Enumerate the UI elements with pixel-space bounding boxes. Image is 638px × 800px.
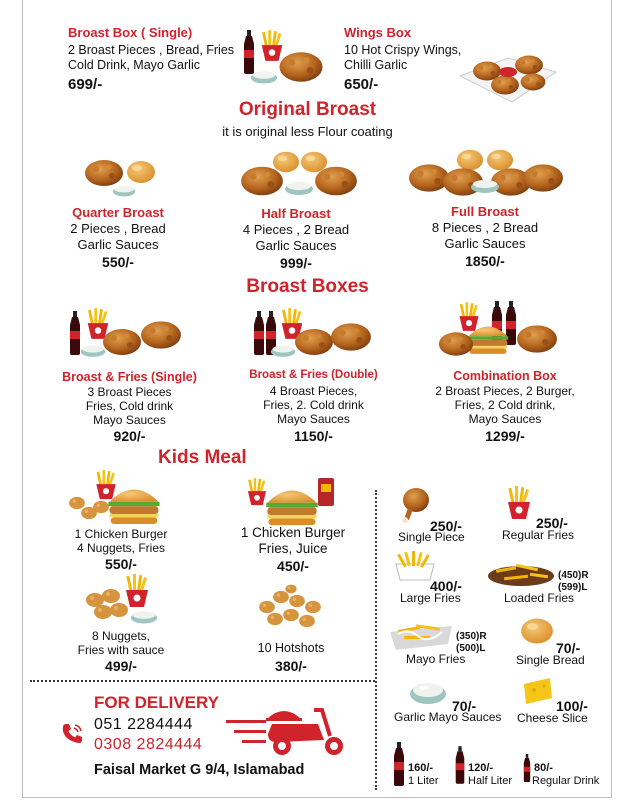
wings-box-price: 650/- [344, 76, 379, 93]
half-broast-title: Half Broast [261, 206, 331, 221]
broast-fries-single-line3: Mayo Sauces [93, 413, 166, 427]
single-piece-image [400, 486, 430, 524]
half-broast-image [238, 150, 360, 200]
drink-regular-price: 80/- [534, 762, 553, 774]
quarter-broast-line2: Garlic Sauces [77, 237, 159, 252]
kids-meal-2-line2: Fries, Juice [258, 541, 328, 556]
wings-image [458, 36, 558, 104]
large-fries-price: 400/- [430, 578, 462, 594]
original-broast-subheading: it is original less Flour coating [222, 124, 393, 139]
kids-meal-2-line1: 1 Chicken Burger [240, 525, 346, 540]
broast-fries-double-line2: Fries, 2. Cold drink [263, 398, 364, 412]
wings-box-title: Wings Box [344, 25, 412, 40]
broast-fries-double-line3: Mayo Sauces [277, 412, 350, 426]
drink-1-liter-label: 1 Liter [408, 775, 439, 787]
large-fries-label: Large Fries [400, 591, 461, 605]
broast-fries-single-title: Broast & Fries (Single) [62, 370, 197, 384]
cheese-slice-label: Cheese Slice [517, 711, 588, 725]
delivery-address: Faisal Market G 9/4, Islamabad [94, 762, 305, 778]
combination-box-title: Combination Box [453, 369, 557, 383]
cheese-slice-price: 100/- [556, 698, 588, 714]
garlic-mayo-label: Garlic Mayo Sauces [394, 710, 502, 724]
full-broast-price: 1850/- [465, 253, 505, 269]
kids-meal-3-line2: Fries with sauce [77, 643, 165, 657]
single-bread-label: Single Bread [516, 653, 585, 667]
half-broast-line1: 4 Pieces , 2 Bread [242, 222, 350, 237]
broast-fries-double-image [250, 306, 374, 362]
broast-fries-single-price: 920/- [113, 428, 146, 444]
hotshots-line1: 10 Hotshots [257, 641, 325, 655]
full-broast-title: Full Broast [451, 204, 519, 219]
wings-box-line2: Chilli Garlic [344, 58, 408, 72]
regular-fries-price: 250/- [536, 515, 568, 531]
quarter-broast-line1: 2 Pieces , Bread [70, 221, 166, 236]
broast-boxes-heading: Broast Boxes [246, 276, 369, 297]
horizontal-divider [30, 680, 375, 682]
original-broast-heading: Original Broast [238, 99, 377, 120]
phone-icon [60, 722, 84, 746]
kids-meal-1-price: 550/- [105, 556, 137, 572]
drink-1-liter-image [392, 742, 406, 786]
loaded-fries-price-r: (450)R [558, 570, 589, 581]
broast-fries-double-title: Broast & Fries (Double) [249, 369, 378, 381]
kids-meal-2-image [244, 474, 338, 528]
broast-box-line2: Cold Drink, Mayo Garlic [68, 58, 200, 72]
full-broast-image [406, 148, 566, 198]
drink-half-liter-label: Half Liter [468, 775, 513, 787]
delivery-heading: FOR DELIVERY [94, 693, 219, 712]
drink-1-liter-price: 160/- [408, 762, 434, 774]
combination-box-line1: 2 Broast Pieces, 2 Burger, [435, 384, 575, 398]
kids-meal-1-line1: 1 Chicken Burger [74, 527, 168, 541]
kids-meal-1-line2: 4 Nuggets, Fries [76, 541, 166, 555]
regular-fries-image [504, 486, 534, 520]
broast-fries-single-line2: Fries, Cold drink [85, 399, 174, 413]
combination-box-price: 1299/- [485, 428, 525, 444]
mayo-fries-image [388, 614, 454, 652]
drink-regular-label: Regular Drink [532, 775, 600, 787]
broast-box-price: 699/- [68, 76, 103, 93]
vertical-divider [375, 490, 377, 790]
delivery-phone-1[interactable]: 051 2284444 [94, 716, 193, 733]
half-broast-line2: Garlic Sauces [255, 238, 337, 253]
kids-meal-3-image [78, 574, 164, 628]
broast-fries-single-line1: 3 Broast Pieces [87, 385, 172, 399]
kids-meal-2-price: 450/- [277, 558, 309, 574]
single-bread-image [520, 616, 554, 646]
full-broast-line1: 8 Pieces , 2 Bread [431, 220, 539, 235]
hotshots-image [256, 584, 326, 634]
combination-box-image [436, 300, 560, 362]
cheese-slice-image [520, 676, 554, 706]
garlic-mayo-image [408, 678, 448, 706]
garlic-mayo-price: 70/- [452, 698, 477, 714]
quarter-broast-image [82, 153, 160, 199]
full-broast-line2: Garlic Sauces [444, 236, 526, 251]
quarter-broast-price: 550/- [102, 254, 134, 270]
single-piece-label: Single Piece [398, 530, 465, 544]
broast-fries-single-image [66, 306, 186, 362]
loaded-fries-price-l: (599)L [558, 582, 588, 593]
broast-box-title: Broast Box ( Single) [68, 25, 193, 40]
delivery-phone-2[interactable]: 0308 2824444 [94, 736, 203, 753]
broast-fries-double-line1: 4 Broast Pieces, [269, 384, 358, 398]
drink-half-liter-price: 120/- [468, 762, 494, 774]
drink-half-liter-image [454, 746, 466, 784]
combination-box-line2: Fries, 2 Cold drink, [454, 398, 556, 412]
loaded-fries-label: Loaded Fries [504, 591, 575, 605]
broast-box-image [240, 28, 332, 88]
kids-meal-1-image [66, 470, 166, 526]
drink-regular-image [522, 754, 532, 782]
mayo-fries-price-l: (500)L [456, 643, 486, 654]
single-piece-price: 250/- [430, 518, 462, 534]
kids-meal-heading: Kids Meal [158, 447, 247, 468]
broast-box-line1: 2 Broast Pieces , Bread, Fries [68, 43, 235, 57]
half-broast-price: 999/- [280, 255, 312, 271]
mayo-fries-price-r: (350)R [456, 631, 487, 642]
delivery-scooter-icon [226, 700, 354, 760]
single-bread-price: 70/- [556, 640, 581, 656]
combination-box-line3: Mayo Sauces [468, 412, 542, 426]
hotshots-price: 380/- [275, 658, 307, 674]
regular-fries-label: Regular Fries [502, 528, 575, 542]
broast-fries-double-price: 1150/- [294, 428, 333, 444]
quarter-broast-title: Quarter Broast [72, 205, 164, 220]
loaded-fries-image [486, 558, 556, 588]
kids-meal-3-line1: 8 Nuggets, [91, 629, 151, 643]
mayo-fries-label: Mayo Fries [406, 652, 466, 666]
wings-box-line1: 10 Hot Crispy Wings, [344, 43, 462, 57]
kids-meal-3-price: 499/- [105, 658, 137, 674]
